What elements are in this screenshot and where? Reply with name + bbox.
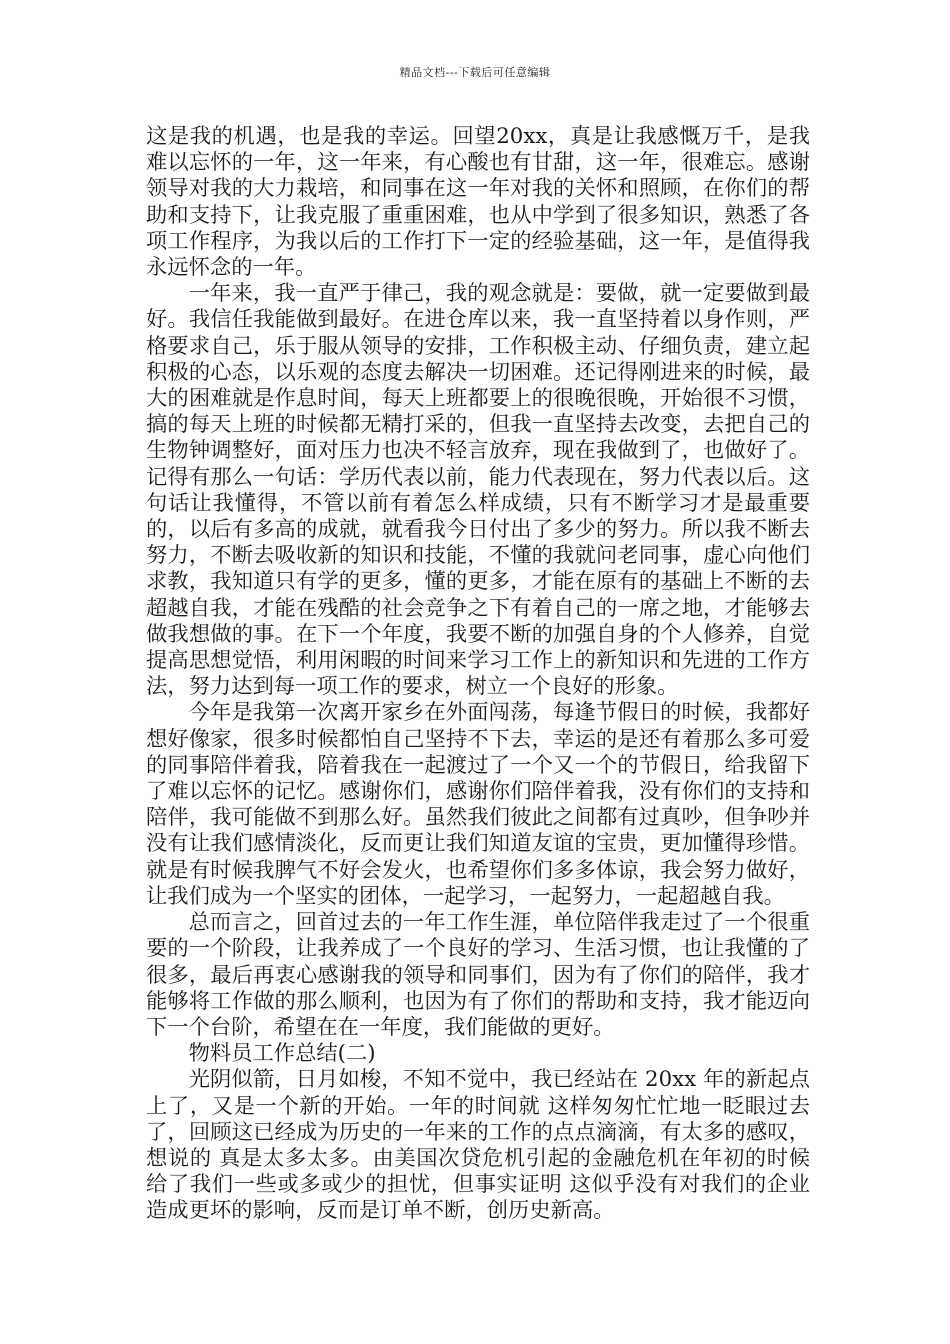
paragraph-away-from-home: 今年是我第一次离开家乡在外面闯荡，每逢节假日的时候，我都好想好像家，很多时候都怕自己坚持不下去，幸运的是还有着那么多可爱的同事陪伴着我，陪着我在一起渡过了一个又一个的节假日，给我留下了难以忘怀的记忆。感谢你们，感谢你们陪伴着我，没有你们的支持和陪伴，我可能做不到那么好。虽然我们彼此之间都有过真吵，但争吵并没有让我们感情淡化，反而更让我们知道友谊的宝贵，更加懂得珍惜。就是有时候我脾气不好会发火，也希望你们多多体谅，我会努力做好，让我们成为一个坚实的团体，一起学习，一起努力，一起超越自我。 [146, 700, 810, 909]
section-heading: 物料员工作总结(二) [188, 1041, 376, 1067]
document-body [146, 124, 810, 1225]
paragraph-conclusion: 总而言之，回首过去的一年工作生涯，单位陪伴我走过了一个很重要的一个阶段，让我养成了一个良好的学习、生活习惯，也让我懂的了很多，最后再衷心感谢我的领导和同事们，因为有了你们的陪伴，我才能够将工作做的那么顺利，也因为有了你们的帮助和支持，我才能迈向下一个台阶，希望在在一年度，我们能做的更好。 [146, 910, 810, 1040]
paragraph-opportunity: 这是我的机遇，也是我的幸运。回望20xx，真是让我感慨万千，是我难以忘怀的一年，这一年来，有心酸也有甘甜，这一年，很难忘。感谢领导对我的大力栽培，和同事在这一年对我的关怀和照顾，在你们的帮助和支持下，让我克服了重重困难，也从中学到了很多知识，熟悉了各项工作程序，为我以后的工作打下一定的经验基础，这一年，是值得我永远怀念的一年。 [146, 124, 810, 281]
paragraph-self-discipline: 一年来，我一直严于律己，我的观念就是：要做，就一定要做到最好。我信任我能做到最好。在进仓库以来，我一直坚持着以身作则，严格要求自己，乐于服从领导的安排，工作积极主动、仔细负责，建立起积极的心态，以乐观的态度去解决一切困难。还记得刚进来的时候，最大的困难就是作息时间，每天上班都要上的很晚很晚，开始很不习惯，搞的每天上班的时候都无精打采的，但我一直坚持去改变，去把自己的生物钟调整好，面对压力也决不轻言放弃，现在我做到了，也做好了。记得有那么一句话：学历代表以前，能力代表现在，努力代表以后。这句话让我懂得，不管以前有着怎么样成绩，只有不断学习才是最重要的，以后有多高的成就，就看我今日付出了多少的努力。所以我不断去努力，不断去吸收新的知识和技能，不懂的我就问老同事，虚心向他们求教，我知道只有学的更多，懂的更多，才能在原有的基础上不断的去超越自我，才能在残酷的社会竞争之下有着自己的一席之地，才能够去做我想做的事。在下一个年度，我要不断的加强自身的个人修养，自觉提高思想觉悟，利用闲暇的时间来学习工作上的新知识和先进的工作方法，努力达到每一项工作的要求，树立一个良好的形象。 [146, 281, 810, 700]
page-header: 精品文档---下载后可任意编辑 [399, 66, 551, 79]
paragraph-new-start: 光阴似箭，日月如梭，不知不觉中，我已经站在 20xx 年的新起点上了，又是一个新的开始。一年的时间就 这样匆匆忙忙地一眨眼过去了，回顾这已经成为历史的一年来的工作的点点滴滴，有太多的感叹，想说的 真是太多太多。由美国次贷危机引起的金融危机在年初的时候给了我们一些或多或少的担忧，但事实证明 这似乎没有对我们的企业造成更坏的影响，反而是订单不断，创历史新高。 [146, 1067, 810, 1224]
